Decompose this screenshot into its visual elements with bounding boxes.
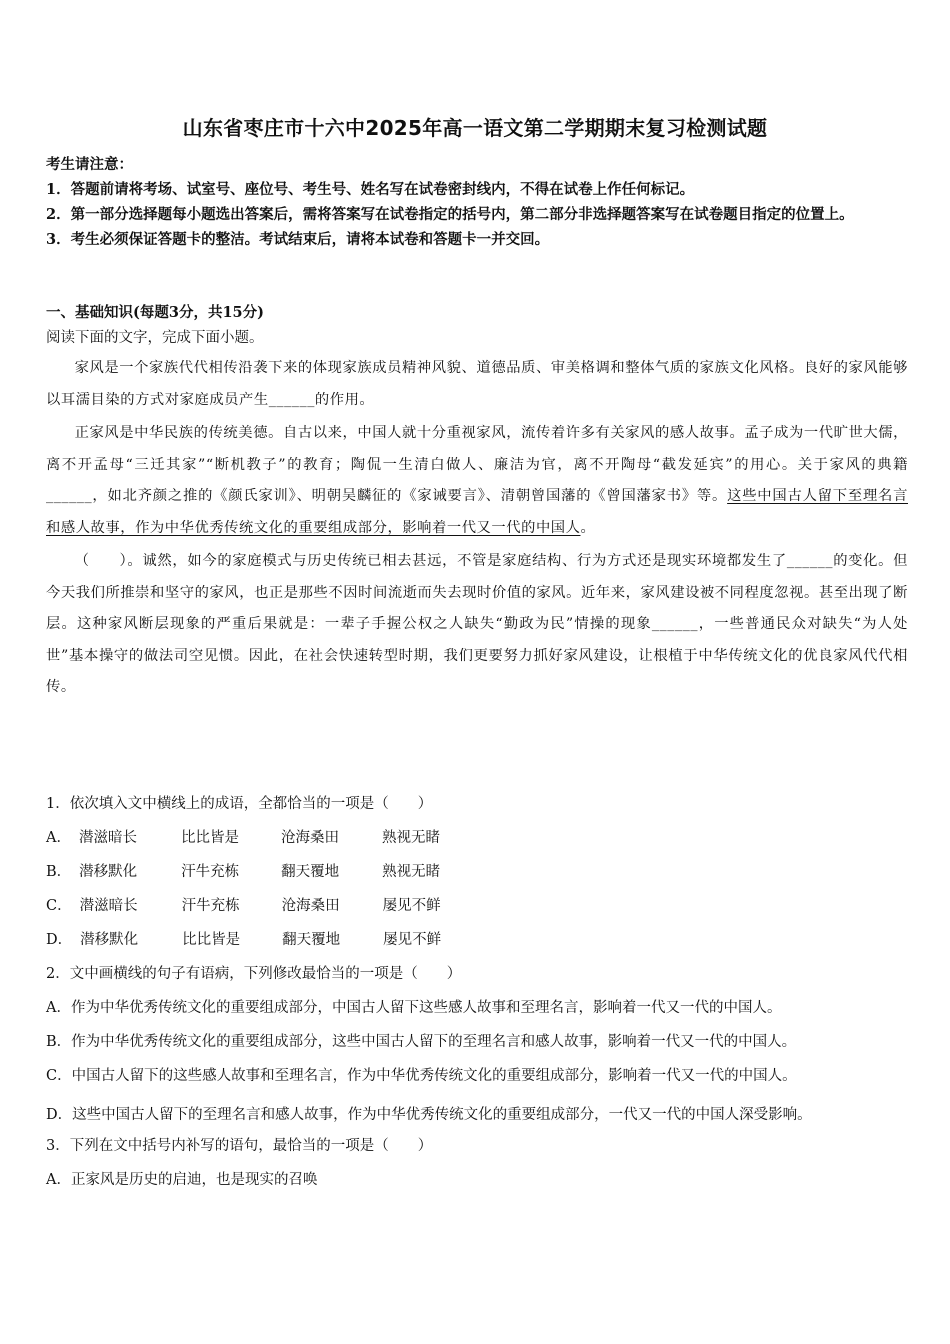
question-1-option-a[interactable] xyxy=(46,828,910,862)
passage-paragraph-1: 家风是一个家族代代相传沿袭下来的体现家族成员精神风貌、道德品质、审美格调和整体气质的家族文化风格。良好的家风能够以耳濡目染的方式对家庭成员产生______的作用。 xyxy=(46,360,908,408)
option-word: 翻天覆地 xyxy=(282,932,341,948)
question-1-stem: 1．依次填入文中横线上的成语，全都恰当的一项是（ ） xyxy=(46,796,433,812)
question-1-option-c[interactable] xyxy=(46,896,910,930)
question-2-option-a[interactable]: A．作为中华优秀传统文化的重要组成部分，中国古人留下这些感人故事和至理名言，影响着一代又一代的中国人。 xyxy=(46,1000,782,1016)
option-word: 比比皆是 xyxy=(182,932,241,948)
option-word: 汗牛充栋 xyxy=(181,864,240,880)
option-word: 潜滋暗长 xyxy=(78,830,137,846)
question-2-option-d[interactable]: D．这些中国古人留下的至理名言和感人故事，作为中华优秀传统文化的重要组成部分，一代又一代的中国人深受影响。 xyxy=(46,1107,812,1123)
page-title: 山东省枣庄市十六中2025年高一语文第二学期期末复习检测试题 xyxy=(182,116,768,140)
question-2-stem: 2．文中画横线的句子有语病，下列修改最恰当的一项是（ ） xyxy=(46,966,462,982)
section-instruction: 阅读下面的文字，完成下面小题。 xyxy=(46,330,264,346)
passage-text: 正家风是中华民族的传统美德。自古以来，中国人就十分重视家风，流传着许多有关家风的感人故事。孟子成为一代旷世大儒，离不开孟母“三迁其家”“断机教子”的教育；陶侃一生清白做人、廉洁为官，离不开陶母“截发延宾”的用心。关于家风的典籍______，如北齐颜之推的《颜氏家训》、明朝吴麟征的《家诫要言》、清朝曾国藩的《曾国藩家书》等。 xyxy=(46,425,908,504)
question-1-option-b[interactable] xyxy=(46,862,910,896)
option-word: 沧海桑田 xyxy=(280,830,339,846)
question-1-option-d[interactable] xyxy=(46,930,910,964)
question-3-option-a[interactable]: A．正家风是历史的启迪，也是现实的召唤 xyxy=(46,1172,318,1188)
question-3-stem: 3．下列在文中括号内补写的语句，最恰当的一项是（ ） xyxy=(46,1138,433,1154)
option-word: 潜移默化 xyxy=(80,932,139,948)
option-word: 汗牛充栋 xyxy=(181,898,240,914)
underlined-sentence: 这些中国古人留下至理名言和感人故事，作为中华优秀传统文化的重要组成部分，影响着一代又一代的中国人 xyxy=(46,488,908,536)
option-word: 沧海桑田 xyxy=(281,898,340,914)
option-label: B． xyxy=(46,864,72,880)
option-word: 潜滋暗长 xyxy=(79,898,138,914)
notice-item: 3．考生必须保证答题卡的整洁。考试结束后，请将本试卷和答题卡一并交回。 xyxy=(46,231,550,248)
option-word: 熟视无睹 xyxy=(382,864,441,880)
passage-paragraph-3: （ ）。诚然，如今的家庭模式与历史传统已相去甚远，不管是家庭结构、行为方式还是现实环境都发生了______的变化。但今天我们所推崇和坚守的家风，也正是那些不因时间流逝而失去现时价值的家风。近年来，家风建设被不同程度忽视。甚至出现了断层。这种家风断层现象的严重后果就是：一辈子手握公权之人缺失“勤政为民”情操的现象______，一些普通民众对缺失“为人处世”基本操守的做法司空见惯。因此，在社会快速转型时期，我们更要努力抓好家风建设，让根植于中华传统文化的优良家风代代相传。 xyxy=(46,553,908,695)
question-2-option-c[interactable]: C．中国古人留下的这些感人故事和至理名言，作为中华优秀传统文化的重要组成部分，影响着一代又一代的中国人。 xyxy=(46,1068,797,1084)
passage-text: 。 xyxy=(580,519,596,536)
questions xyxy=(46,794,910,1204)
section-header xyxy=(46,302,264,349)
section-heading: 一、基础知识(每题3分，共15分) xyxy=(46,304,264,321)
option-word: 潜移默化 xyxy=(79,864,138,880)
notice-block xyxy=(46,152,906,252)
option-label: A． xyxy=(46,830,71,846)
passage-paragraph-2 xyxy=(46,418,908,544)
option-label: D． xyxy=(46,932,73,948)
reading-passage xyxy=(46,353,908,706)
option-word: 屡见不鲜 xyxy=(383,932,442,948)
notice-item: 1．答题前请将考场、试室号、座位号、考生号、姓名写在试卷密封线内，不得在试卷上作任何标记。 xyxy=(46,181,695,198)
option-word: 比比皆是 xyxy=(180,830,239,846)
notice-item: 2．第一部分选择题每小题选出答案后，需将答案写在试卷指定的括号内，第二部分非选择题答案写在试卷题目指定的位置上。 xyxy=(46,206,854,223)
option-label: C． xyxy=(46,898,72,914)
notice-heading: 考生请注意： xyxy=(46,156,133,173)
option-word: 翻天覆地 xyxy=(281,864,340,880)
option-word: 熟视无睹 xyxy=(381,830,440,846)
question-2-option-b[interactable]: B．作为中华优秀传统文化的重要组成部分，这些中国古人留下的至理名言和感人故事，影响着一代又一代的中国人。 xyxy=(46,1034,797,1050)
option-word: 屡见不鲜 xyxy=(382,898,441,914)
